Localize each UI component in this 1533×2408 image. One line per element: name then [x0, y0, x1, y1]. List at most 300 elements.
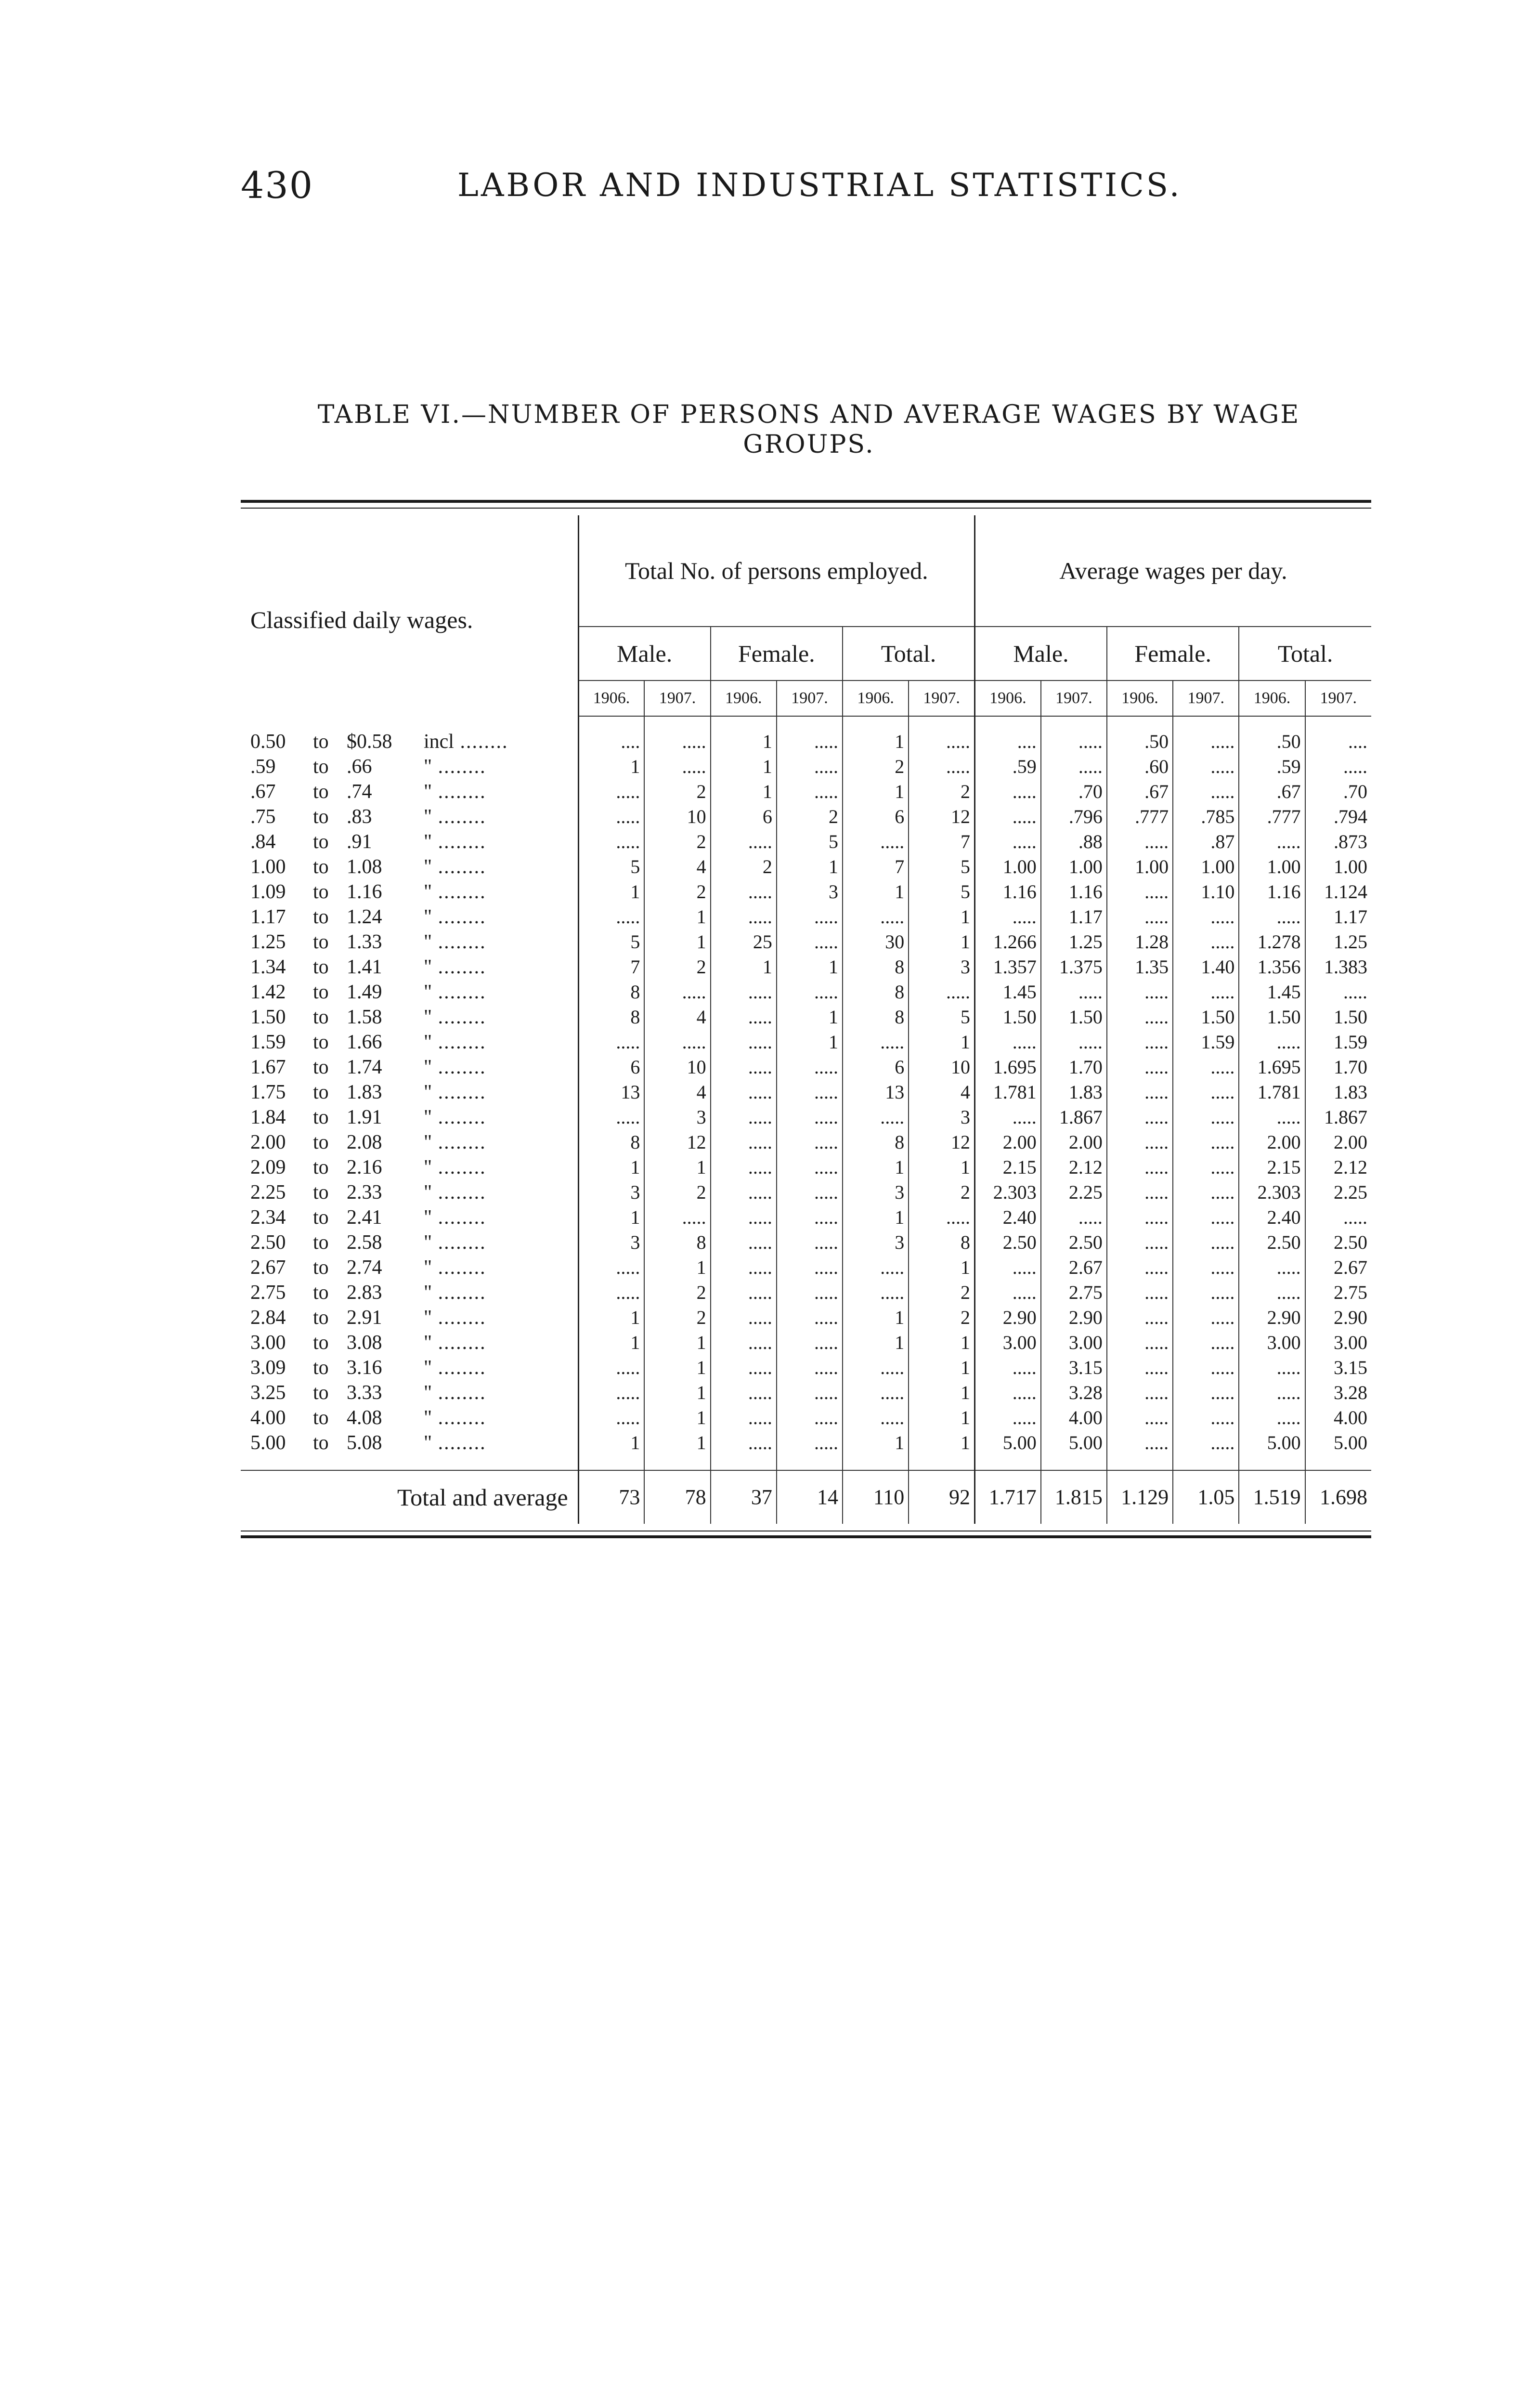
table-cell: ..... — [711, 1380, 777, 1405]
spacer-cell — [909, 1455, 974, 1470]
wage-ditto: " — [424, 1332, 432, 1354]
wage-high: 3.33 — [347, 1382, 382, 1404]
wage-to: to — [313, 730, 329, 753]
table-cell: ..... — [578, 779, 644, 804]
table-cell: 4 — [644, 1005, 710, 1030]
table-cell: 2 — [777, 804, 843, 829]
page-number: 430 — [241, 164, 314, 207]
table-cell: 5.00 — [974, 1430, 1040, 1455]
table-cell: 1.59 — [1305, 1030, 1371, 1055]
table-cell: ..... — [777, 1280, 843, 1305]
table-cell: ..... — [1107, 1405, 1173, 1430]
table-cell: ..... — [843, 1355, 909, 1380]
wage-class-label — [241, 1255, 578, 1280]
table-cell: 1 — [578, 754, 644, 779]
table-cell: ..... — [777, 1405, 843, 1430]
wage-to: to — [313, 831, 329, 853]
leader-dots: ........ — [432, 1006, 486, 1028]
table-cell: ..... — [974, 1405, 1040, 1430]
year-header: 1907. — [1173, 681, 1239, 716]
wage-low: 2.00 — [250, 1131, 286, 1153]
table-cell: ..... — [711, 1055, 777, 1080]
table-cell: 1 — [909, 1030, 974, 1055]
table-cell: 1.59 — [1173, 1030, 1239, 1055]
wage-ditto: " — [424, 1106, 432, 1128]
wage-ditto: " — [424, 1156, 432, 1178]
table-cell: 1 — [909, 1430, 974, 1455]
table-cell: 1 — [578, 1155, 644, 1180]
table-cell: 2.40 — [974, 1205, 1040, 1230]
subheader-wages-male: Male. — [974, 627, 1106, 681]
table-cell: 25 — [711, 929, 777, 955]
wage-ditto: " — [424, 1206, 432, 1229]
table-cell: ..... — [1107, 1080, 1173, 1105]
wage-high: 2.83 — [347, 1282, 382, 1304]
leader-dots: ........ — [432, 856, 486, 878]
table-cell: ..... — [909, 754, 974, 779]
table-cell: ..... — [1173, 1155, 1239, 1180]
wage-low: .59 — [250, 756, 276, 778]
wage-to: to — [313, 1307, 329, 1329]
table-row — [241, 1180, 1371, 1205]
wage-class-label — [241, 955, 578, 980]
table-cell: 7 — [909, 829, 974, 854]
spacer-cell — [241, 1455, 578, 1470]
total-cell: 92 — [909, 1470, 974, 1524]
wage-high: 1.91 — [347, 1106, 382, 1128]
wage-high: 1.49 — [347, 981, 382, 1003]
wage-high: $0.58 — [347, 730, 392, 753]
table-cell: .50 — [1107, 716, 1173, 754]
table-cell: 1 — [843, 1330, 909, 1355]
subheader-persons-total: Total. — [843, 627, 974, 681]
table-cell: ..... — [777, 1255, 843, 1280]
table-cell: ..... — [1107, 1330, 1173, 1355]
wage-low: 1.67 — [250, 1056, 286, 1078]
spacer-cell — [644, 1455, 710, 1470]
table-cell: 2 — [909, 1180, 974, 1205]
table-cell: 1 — [843, 779, 909, 804]
table-cell: 1 — [843, 879, 909, 904]
table-row — [241, 1155, 1371, 1180]
total-label: Total and average — [241, 1470, 578, 1524]
table-cell: .796 — [1041, 804, 1107, 829]
wage-to: to — [313, 1282, 329, 1304]
table-cell: 1 — [711, 779, 777, 804]
table-cell: ..... — [1173, 779, 1239, 804]
table-cell: 2 — [644, 955, 710, 980]
wage-class-label — [241, 1405, 578, 1430]
table-cell: ..... — [1305, 1205, 1371, 1230]
wage-ditto: " — [424, 1307, 432, 1329]
wage-low: 2.84 — [250, 1307, 286, 1329]
table-cell: 1 — [909, 904, 974, 929]
table-cell: ..... — [974, 779, 1040, 804]
wage-low: 2.67 — [250, 1256, 286, 1279]
table-cell: ..... — [1173, 1430, 1239, 1455]
table-cell: ..... — [578, 1105, 644, 1130]
wage-class-label — [241, 829, 578, 854]
table-cell: 2.00 — [1041, 1130, 1107, 1155]
table-cell: 3.00 — [1041, 1330, 1107, 1355]
table-cell: 1 — [909, 1330, 974, 1355]
table-cell: ..... — [843, 1105, 909, 1130]
table-cell: .... — [578, 716, 644, 754]
table-row — [241, 1105, 1371, 1130]
table-cell: 3 — [578, 1230, 644, 1255]
wage-high: 2.91 — [347, 1307, 382, 1329]
table-cell: 8 — [843, 980, 909, 1005]
wage-low: 1.75 — [250, 1081, 286, 1103]
wage-low: 2.34 — [250, 1206, 286, 1229]
table-cell: 1.781 — [974, 1080, 1040, 1105]
table-cell: 2.15 — [974, 1155, 1040, 1180]
wage-low: 1.59 — [250, 1031, 286, 1053]
table-cell: 1 — [711, 955, 777, 980]
table-cell: ..... — [777, 1380, 843, 1405]
wage-to: to — [313, 1407, 329, 1429]
table-cell: 4 — [644, 1080, 710, 1105]
table-cell: ..... — [1173, 1130, 1239, 1155]
table-row — [241, 1355, 1371, 1380]
table-cell: 2.15 — [1239, 1155, 1305, 1180]
table-row — [241, 929, 1371, 955]
spacer-cell — [1239, 1455, 1305, 1470]
leader-dots: ........ — [432, 1332, 486, 1354]
table-cell: 3 — [777, 879, 843, 904]
wage-low: 1.17 — [250, 906, 286, 928]
wage-class-label — [241, 1430, 578, 1455]
table-cell: 7 — [843, 854, 909, 879]
wage-to: to — [313, 781, 329, 803]
wage-to: to — [313, 1131, 329, 1153]
wage-low: .75 — [250, 806, 276, 828]
wage-class-label — [241, 854, 578, 879]
table-row — [241, 904, 1371, 929]
wage-low: 1.25 — [250, 931, 286, 953]
spacer-row — [241, 1455, 1371, 1470]
table-cell: 3 — [578, 1180, 644, 1205]
table-cell: ..... — [711, 1105, 777, 1130]
table-row — [241, 1005, 1371, 1030]
table-cell: ..... — [974, 1255, 1040, 1280]
total-cell: 1.519 — [1239, 1470, 1305, 1524]
wage-class-label — [241, 929, 578, 955]
table-cell: ..... — [974, 1105, 1040, 1130]
wage-to: to — [313, 1031, 329, 1053]
wage-ditto: " — [424, 956, 432, 978]
table-cell: 1.695 — [974, 1055, 1040, 1080]
table-cell: ..... — [1173, 904, 1239, 929]
wage-class-label — [241, 1155, 578, 1180]
table-cell: 1.25 — [1041, 929, 1107, 955]
table-cell: 1 — [644, 929, 710, 955]
wage-to: to — [313, 1081, 329, 1103]
year-header: 1906. — [843, 681, 909, 716]
leader-dots: ........ — [432, 1382, 486, 1404]
table-cell: 1 — [909, 1405, 974, 1430]
table-cell: 4 — [909, 1080, 974, 1105]
table-cell: 2.00 — [1305, 1130, 1371, 1155]
table-cell: 2.75 — [1305, 1280, 1371, 1305]
table-cell: 1.00 — [1305, 854, 1371, 879]
leader-dots: ........ — [432, 1231, 486, 1254]
table-row — [241, 1055, 1371, 1080]
year-header: 1907. — [777, 681, 843, 716]
wage-low: 0.50 — [250, 730, 286, 753]
wage-to: to — [313, 1181, 329, 1204]
table-cell: ..... — [1107, 1030, 1173, 1055]
wage-low: 1.42 — [250, 981, 286, 1003]
table-cell: ..... — [711, 1430, 777, 1455]
table-cell: ..... — [843, 1030, 909, 1055]
table-cell: 2 — [644, 1180, 710, 1205]
table-cell: ..... — [777, 1105, 843, 1130]
table-cell: ..... — [777, 929, 843, 955]
table-cell: 1.17 — [1041, 904, 1107, 929]
table-cell: 1.17 — [1305, 904, 1371, 929]
table-cell: ..... — [1107, 1280, 1173, 1305]
leader-dots: ........ — [432, 1432, 486, 1454]
table-cell: 1 — [843, 1155, 909, 1180]
table-cell: 3 — [909, 955, 974, 980]
wage-to: to — [313, 1432, 329, 1454]
wage-to: to — [313, 1156, 329, 1178]
leader-dots: ........ — [432, 981, 486, 1003]
wage-to: to — [313, 981, 329, 1003]
table-cell: ..... — [1239, 1030, 1305, 1055]
table-cell: 1 — [644, 1405, 710, 1430]
table-cell: ..... — [711, 1205, 777, 1230]
table-cell: ..... — [711, 1405, 777, 1430]
table-cell: 1 — [711, 716, 777, 754]
table-cell: 1.266 — [974, 929, 1040, 955]
table-row — [241, 1405, 1371, 1430]
spacer-cell — [843, 1455, 909, 1470]
table-cell: ..... — [777, 1355, 843, 1380]
table-cell: .... — [974, 716, 1040, 754]
table-cell: ..... — [974, 1280, 1040, 1305]
wage-to: to — [313, 1357, 329, 1379]
wage-high: 1.24 — [347, 906, 382, 928]
table-cell: 3.00 — [1239, 1330, 1305, 1355]
table-cell: 1 — [644, 1155, 710, 1180]
table-cell: 1.357 — [974, 955, 1040, 980]
top-rule-thick — [241, 500, 1371, 503]
wage-class-label — [241, 716, 578, 754]
table-cell: ..... — [578, 1355, 644, 1380]
table-cell: 2.12 — [1305, 1155, 1371, 1180]
table-cell: ..... — [843, 1380, 909, 1405]
wage-high: 5.08 — [347, 1432, 382, 1454]
table-cell: 2.50 — [974, 1230, 1040, 1255]
table-cell: 2.00 — [974, 1130, 1040, 1155]
table-cell: .67 — [1239, 779, 1305, 804]
table-cell: 1.50 — [1239, 1005, 1305, 1030]
table-row — [241, 955, 1371, 980]
group-header-persons: Total No. of persons employed. — [578, 515, 974, 627]
table-cell: 1 — [578, 1205, 644, 1230]
table-cell: ..... — [1107, 829, 1173, 854]
table-cell: ..... — [1173, 1080, 1239, 1105]
table-cell: ..... — [1107, 1205, 1173, 1230]
year-header: 1907. — [909, 681, 974, 716]
wage-table — [241, 515, 1371, 1524]
table-row — [241, 1430, 1371, 1455]
wage-high: 4.08 — [347, 1407, 382, 1429]
wage-to: to — [313, 881, 329, 903]
wage-to: to — [313, 1382, 329, 1404]
table-cell: 6 — [711, 804, 777, 829]
table-cell: 1 — [578, 879, 644, 904]
table-cell: 8 — [843, 955, 909, 980]
table-cell: ..... — [777, 1305, 843, 1330]
spacer-cell — [578, 1455, 644, 1470]
wage-to: to — [313, 1256, 329, 1279]
table-cell: 1.867 — [1041, 1105, 1107, 1130]
wage-high: 1.41 — [347, 956, 382, 978]
table-cell: 3.15 — [1041, 1355, 1107, 1380]
table-cell: ..... — [711, 1355, 777, 1380]
wage-class-label — [241, 980, 578, 1005]
table-cell: 1.00 — [1239, 854, 1305, 879]
table-cell: 4 — [644, 854, 710, 879]
table-cell: 1.40 — [1173, 955, 1239, 980]
table-cell: 3 — [843, 1180, 909, 1205]
table-cell: 13 — [843, 1080, 909, 1105]
bottom-rule-thick — [241, 1535, 1371, 1538]
table-cell: ..... — [777, 1330, 843, 1355]
wage-high: 2.74 — [347, 1256, 382, 1279]
table-cell: ..... — [777, 1155, 843, 1180]
wage-low: 1.50 — [250, 1006, 286, 1028]
table-cell: ..... — [1107, 1005, 1173, 1030]
leader-dots: ........ — [432, 956, 486, 978]
table-cell: 2 — [909, 1305, 974, 1330]
table-cell: 2 — [644, 829, 710, 854]
table-cell: 8 — [578, 980, 644, 1005]
wage-low: 3.00 — [250, 1332, 286, 1354]
table-cell: ..... — [1173, 1355, 1239, 1380]
leader-dots: ........ — [432, 1131, 486, 1153]
table-cell: 3 — [843, 1230, 909, 1255]
table-cell: ..... — [711, 1130, 777, 1155]
wage-low: 1.09 — [250, 881, 286, 903]
wage-ditto: " — [424, 1357, 432, 1379]
table-cell: ..... — [711, 1280, 777, 1305]
wage-high: .91 — [347, 831, 372, 853]
table-cell: ..... — [711, 1230, 777, 1255]
table-row — [241, 1080, 1371, 1105]
table-cell: ..... — [578, 829, 644, 854]
table-cell: 2.50 — [1041, 1230, 1107, 1255]
spacer-cell — [1173, 1455, 1239, 1470]
table-cell: 1.28 — [1107, 929, 1173, 955]
total-cell: 1.05 — [1173, 1470, 1239, 1524]
leader-dots: ........ — [454, 730, 508, 753]
leader-dots: ........ — [432, 1256, 486, 1279]
table-cell: 2.00 — [1239, 1130, 1305, 1155]
table-cell: 1 — [909, 1355, 974, 1380]
table-row — [241, 716, 1371, 754]
leader-dots: ........ — [432, 781, 486, 803]
table-cell: 8 — [909, 1230, 974, 1255]
wage-table-container — [241, 515, 1371, 1524]
leader-dots: ........ — [432, 1181, 486, 1204]
table-cell: ..... — [1107, 879, 1173, 904]
leader-dots: ........ — [432, 1081, 486, 1103]
spacer-cell — [777, 1455, 843, 1470]
table-cell: ..... — [777, 1080, 843, 1105]
table-cell: ..... — [578, 1405, 644, 1430]
wage-to: to — [313, 1206, 329, 1229]
table-cell: .59 — [974, 754, 1040, 779]
table-cell: 10 — [644, 1055, 710, 1080]
wage-low: 2.75 — [250, 1282, 286, 1304]
table-cell: 8 — [843, 1130, 909, 1155]
table-cell: ..... — [1173, 1055, 1239, 1080]
table-row — [241, 1330, 1371, 1355]
table-cell: 1.50 — [1041, 1005, 1107, 1030]
table-cell: 1.356 — [1239, 955, 1305, 980]
table-cell: ..... — [777, 716, 843, 754]
wage-ditto: " — [424, 1231, 432, 1254]
table-cell: 3 — [644, 1105, 710, 1130]
table-row — [241, 1205, 1371, 1230]
table-cell: 2 — [711, 854, 777, 879]
table-cell: ..... — [711, 829, 777, 854]
table-cell: 1 — [644, 1255, 710, 1280]
table-cell: ..... — [843, 1280, 909, 1305]
table-cell: 1.383 — [1305, 955, 1371, 980]
table-cell: 1.25 — [1305, 929, 1371, 955]
top-rule-thin — [241, 508, 1371, 509]
table-cell: 3.15 — [1305, 1355, 1371, 1380]
wage-ditto: " — [424, 881, 432, 903]
wage-high: .74 — [347, 781, 372, 803]
table-cell: 6 — [578, 1055, 644, 1080]
leader-dots: ........ — [432, 1307, 486, 1329]
table-cell: ..... — [1107, 1130, 1173, 1155]
table-cell: 1 — [578, 1305, 644, 1330]
table-cell: 3.00 — [974, 1330, 1040, 1355]
table-cell: 2.25 — [1041, 1180, 1107, 1205]
table-cell: 2.303 — [1239, 1180, 1305, 1205]
table-cell: 1 — [843, 716, 909, 754]
table-cell: 2.40 — [1239, 1205, 1305, 1230]
total-cell: 1.815 — [1041, 1470, 1107, 1524]
table-cell: 1 — [711, 754, 777, 779]
wage-high: 1.33 — [347, 931, 382, 953]
wage-low: 1.34 — [250, 956, 286, 978]
total-cell: 73 — [578, 1470, 644, 1524]
table-cell: ..... — [1107, 1355, 1173, 1380]
table-cell: ..... — [711, 1080, 777, 1105]
year-header: 1907. — [1305, 681, 1371, 716]
table-cell: ..... — [843, 1405, 909, 1430]
table-cell: 8 — [578, 1005, 644, 1030]
table-cell: ..... — [974, 904, 1040, 929]
table-cell: 3 — [909, 1105, 974, 1130]
table-cell: 2 — [909, 1280, 974, 1305]
leader-dots: ........ — [432, 1156, 486, 1178]
table-cell: 1.50 — [1305, 1005, 1371, 1030]
wage-class-label — [241, 804, 578, 829]
spacer-cell — [711, 1455, 777, 1470]
table-row — [241, 1230, 1371, 1255]
table-cell: ..... — [711, 1180, 777, 1205]
spacer-cell — [974, 1455, 1040, 1470]
